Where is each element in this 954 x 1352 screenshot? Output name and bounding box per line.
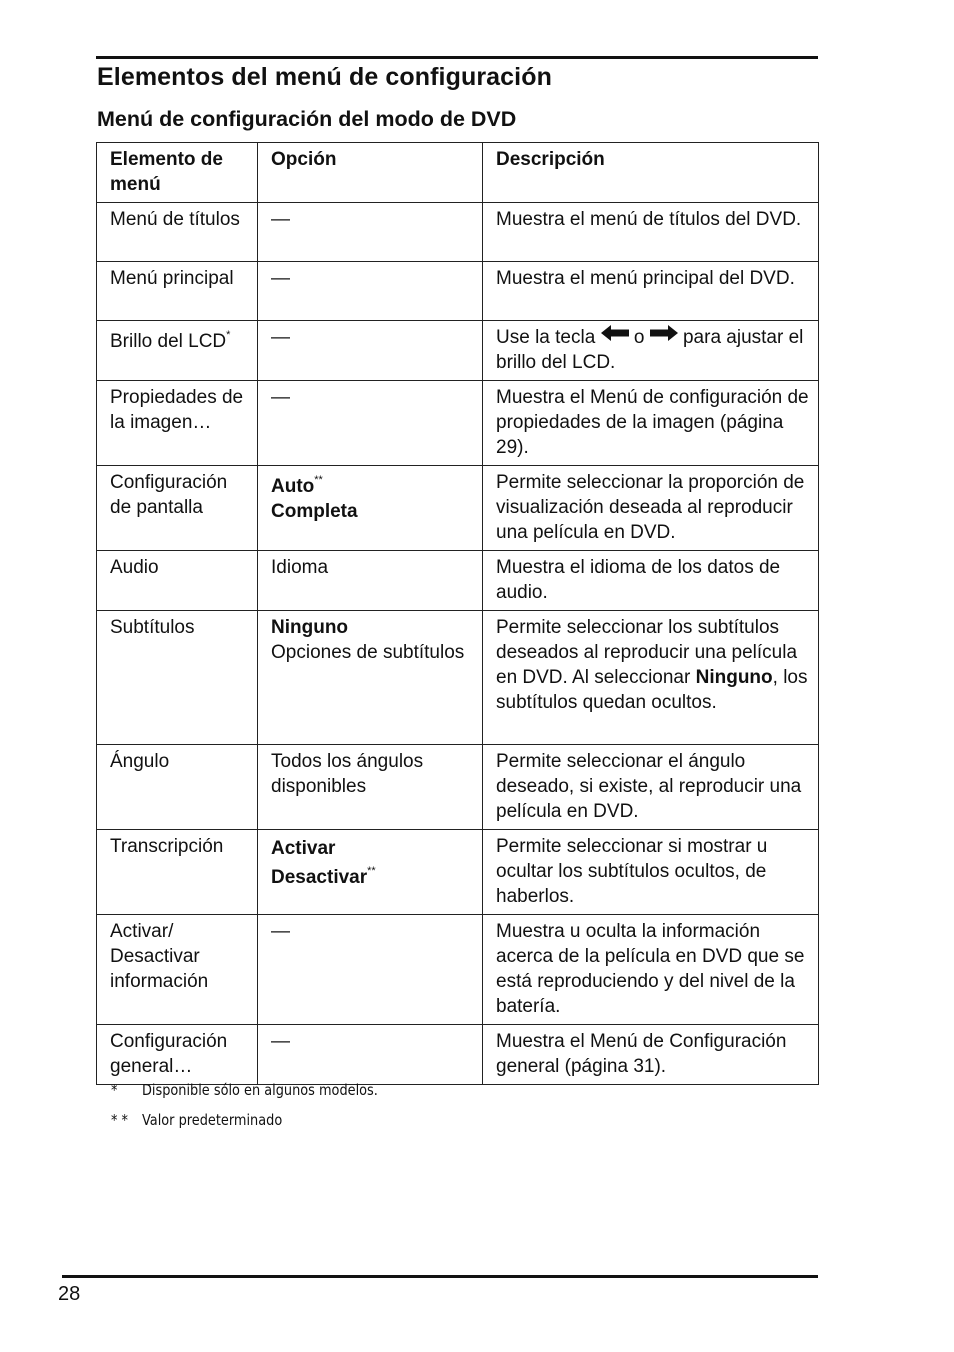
option-value: Activar xyxy=(271,838,336,860)
row-item: Configuración general… xyxy=(97,1025,258,1085)
row-option: Todos los ángulos disponibles xyxy=(258,745,483,830)
header-menu-item: Elemento de menú xyxy=(97,143,258,203)
row-description: Muestra el idioma de los datos de audio. xyxy=(483,551,819,611)
row-description: Muestra u oculta la información acerca de la película en DVD que se está reproduciendo y del nivel de la batería. xyxy=(483,915,819,1025)
row-description: Permite seleccionar la proporción de visualización deseada al reproducir una película en DVD. xyxy=(483,466,819,551)
header-option: Opción xyxy=(258,143,483,203)
footnote-mark: * * xyxy=(111,1111,129,1129)
row-item: Transcripción xyxy=(97,830,258,915)
page-number: 28 xyxy=(58,1283,81,1305)
footnote xyxy=(111,1111,282,1129)
row-item xyxy=(97,321,258,381)
left-arrow-icon xyxy=(601,323,629,348)
row-description xyxy=(483,611,819,745)
row-option: — xyxy=(258,381,483,466)
option-value: Auto xyxy=(271,476,315,498)
row-option: Idioma xyxy=(258,551,483,611)
footnote-ref: * xyxy=(226,329,231,341)
row-option xyxy=(258,611,483,745)
option-value: Completa xyxy=(271,501,358,523)
row-item: Subtítulos xyxy=(97,611,258,745)
table-row xyxy=(97,1025,819,1085)
row-description xyxy=(483,321,819,381)
footnote-mark: * xyxy=(111,1081,118,1099)
row-option: — xyxy=(258,262,483,321)
table-row xyxy=(97,611,819,745)
description-text: , los subtítulos quedan ocultos. xyxy=(496,667,808,714)
footnote-text: Valor predeterminado xyxy=(141,1111,283,1129)
top-rule xyxy=(96,56,818,59)
table-row xyxy=(97,381,819,466)
description-bold: Ninguno xyxy=(695,667,773,689)
header-description: Descripción xyxy=(483,143,819,203)
description-text: o xyxy=(633,327,645,348)
bottom-rule xyxy=(62,1275,818,1278)
table-row xyxy=(97,203,819,262)
row-item: Ángulo xyxy=(97,745,258,830)
description-text: Use la tecla xyxy=(496,327,596,348)
row-description: Permite seleccionar el ángulo deseado, si existe, al reproducir una película en DVD. xyxy=(483,745,819,830)
table-row xyxy=(97,466,819,551)
row-option: — xyxy=(258,1025,483,1085)
default-marker: ** xyxy=(314,474,323,487)
row-item: Propiedades de la imagen… xyxy=(97,381,258,466)
row-item: Menú principal xyxy=(97,262,258,321)
option-value: Opciones de subtítulos xyxy=(271,642,465,664)
row-option: — xyxy=(258,915,483,1025)
row-item: Audio xyxy=(97,551,258,611)
footnote xyxy=(111,1081,378,1099)
option-value: Desactivar xyxy=(271,867,368,889)
row-option: — xyxy=(258,321,483,381)
row-option xyxy=(258,830,483,915)
page-title: Elementos del menú de configuración xyxy=(97,63,552,91)
table-row xyxy=(97,321,819,381)
table-row xyxy=(97,830,819,915)
row-item: Configuración de pantalla xyxy=(97,466,258,551)
row-description: Muestra el Menú de configuración de propiedades de la imagen (página 29). xyxy=(483,381,819,466)
table-header-row xyxy=(97,143,819,203)
right-arrow-icon xyxy=(650,323,678,348)
row-option: — xyxy=(258,203,483,262)
row-item-label: Brillo del LCD xyxy=(110,331,227,352)
dvd-settings-table xyxy=(96,142,819,1085)
table-row xyxy=(97,551,819,611)
row-item: Menú de títulos xyxy=(97,203,258,262)
table-row xyxy=(97,915,819,1025)
row-description: Permite seleccionar si mostrar u ocultar los subtítulos ocultos, de haberlos. xyxy=(483,830,819,915)
table-row xyxy=(97,745,819,830)
footnote-text: Disponible sólo en algunos modelos. xyxy=(141,1081,378,1099)
row-description: Muestra el Menú de Configuración general (página 31). xyxy=(483,1025,819,1085)
row-option xyxy=(258,466,483,551)
default-marker: ** xyxy=(367,865,376,878)
row-item: Activar/ Desactivar información xyxy=(97,915,258,1025)
description-text: Permite seleccionar los subtítulos deseados al reproducir una película en DVD. Al seleccionar xyxy=(496,617,798,689)
description-text: para ajustar el brillo del LCD. xyxy=(496,327,804,374)
row-description: Muestra el menú principal del DVD. xyxy=(483,262,819,321)
section-title: Menú de configuración del modo de DVD xyxy=(97,107,517,131)
option-value: Ninguno xyxy=(271,617,349,639)
row-description: Muestra el menú de títulos del DVD. xyxy=(483,203,819,262)
table-row xyxy=(97,262,819,321)
